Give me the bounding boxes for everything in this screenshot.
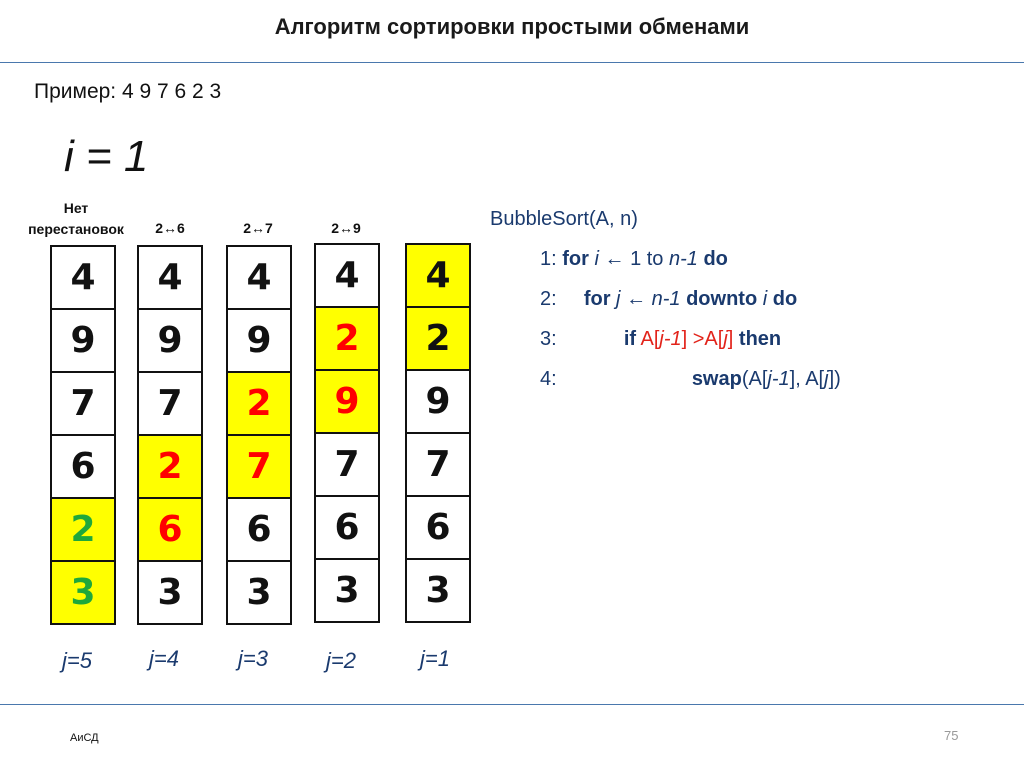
expr-n-minus-1: n-1 xyxy=(669,248,698,270)
array-column-2 xyxy=(137,245,203,625)
array-column-5 xyxy=(405,243,471,623)
condition-part: A[ xyxy=(640,328,660,350)
example-text: Пример: 4 9 7 6 2 3 xyxy=(34,80,222,103)
j-label-5: j=1 xyxy=(420,646,450,671)
array-cell: 3 xyxy=(157,572,183,613)
code-signature xyxy=(490,208,638,231)
array-cell: 6 xyxy=(316,497,378,560)
course-label: АиСД xyxy=(70,732,99,744)
line-number: 3: xyxy=(540,328,557,350)
array-cell: 3 xyxy=(52,562,114,623)
code-line-2 xyxy=(540,288,797,311)
array-cell: 3 xyxy=(246,572,272,613)
array-cell: 9 xyxy=(52,310,114,373)
array-cell: 6 xyxy=(228,499,290,562)
signature-text: BubbleSort(A, n) xyxy=(490,208,638,230)
swap-args: ], A[ xyxy=(789,368,825,390)
literal-one: 1 xyxy=(630,248,642,270)
column-header-2: 2↔6 xyxy=(155,220,185,236)
array-cell: 9 xyxy=(228,310,290,373)
array-cell: 3 xyxy=(334,570,360,611)
array-cell: 7 xyxy=(407,434,469,497)
keyword-then: then xyxy=(738,328,782,350)
array-cell: 9 xyxy=(316,371,378,434)
array-cell: 6 xyxy=(139,499,201,562)
j-label-1: j=5 xyxy=(62,648,92,673)
swap-index: j-1 xyxy=(767,368,790,390)
keyword-downto: downto xyxy=(686,288,758,310)
line-number: 4: xyxy=(540,368,557,390)
iteration-label: i = 1 xyxy=(64,132,149,181)
array-cell: 2 xyxy=(228,373,290,436)
code-line-4 xyxy=(540,368,841,391)
array-cell: 7 xyxy=(228,436,290,499)
array-cell: 9 xyxy=(139,310,201,373)
keyword-do: do xyxy=(703,248,728,270)
condition-index: j xyxy=(723,328,728,350)
bottom-divider xyxy=(0,704,1024,705)
keyword-do: do xyxy=(772,288,798,310)
array-cell: 2 xyxy=(139,436,201,499)
keyword-if: if xyxy=(623,328,637,350)
j-label-2: j=4 xyxy=(149,646,179,671)
line-number: 2: xyxy=(540,288,557,310)
array-column-1 xyxy=(50,245,116,625)
var-i: i xyxy=(762,288,768,310)
array-cell: 7 xyxy=(139,373,201,436)
j-label-3: j=3 xyxy=(238,646,268,671)
page-number: 75 xyxy=(944,728,959,743)
swap-args: (A[ xyxy=(741,368,768,390)
keyword-swap: swap xyxy=(691,368,742,390)
assign-arrow: ← xyxy=(604,248,625,270)
array-column-4 xyxy=(314,243,380,623)
array-cell: 6 xyxy=(52,436,114,499)
slide-title: Алгоритм сортировки простыми обменами xyxy=(274,14,750,39)
array-cell: 7 xyxy=(316,434,378,497)
var-j: j xyxy=(616,288,621,310)
array-cell: 4 xyxy=(316,245,378,308)
var-i: i xyxy=(594,248,599,270)
condition-part: A[ xyxy=(704,328,724,350)
expr-n-minus-1: n-1 xyxy=(651,288,681,310)
line-number: 1: xyxy=(540,248,557,270)
array-cell: 2 xyxy=(407,308,469,371)
column-header-1: Нет перестановок xyxy=(28,200,124,237)
top-divider xyxy=(0,62,1024,63)
array-cell: 2 xyxy=(316,308,378,371)
array-cell: 4 xyxy=(52,247,114,310)
keyword-for: for xyxy=(562,248,589,270)
array-column-3 xyxy=(226,245,292,625)
swap-args: ]) xyxy=(828,368,841,390)
swap-index: j xyxy=(824,368,829,390)
array-cell: 6 xyxy=(407,497,469,560)
array-cell: 7 xyxy=(52,373,114,436)
array-cell: 4 xyxy=(139,247,201,310)
j-label-4: j=2 xyxy=(326,648,356,673)
condition-part: ] > xyxy=(681,328,705,350)
array-cell: 4 xyxy=(228,247,290,310)
keyword-for: for xyxy=(583,288,611,310)
condition-index: j-1 xyxy=(659,328,682,350)
column-header-4: 2↔9 xyxy=(331,220,361,236)
code-line-1 xyxy=(540,248,728,271)
assign-arrow: ← xyxy=(626,288,647,310)
code-line-3 xyxy=(540,328,781,351)
array-cell: 3 xyxy=(425,570,451,611)
array-cell: 2 xyxy=(52,499,114,562)
keyword-to: to xyxy=(646,248,664,270)
column-header-3: 2↔7 xyxy=(243,220,273,236)
condition-part: ] xyxy=(727,328,734,350)
array-cell: 9 xyxy=(407,371,469,434)
array-cell: 4 xyxy=(407,245,469,308)
